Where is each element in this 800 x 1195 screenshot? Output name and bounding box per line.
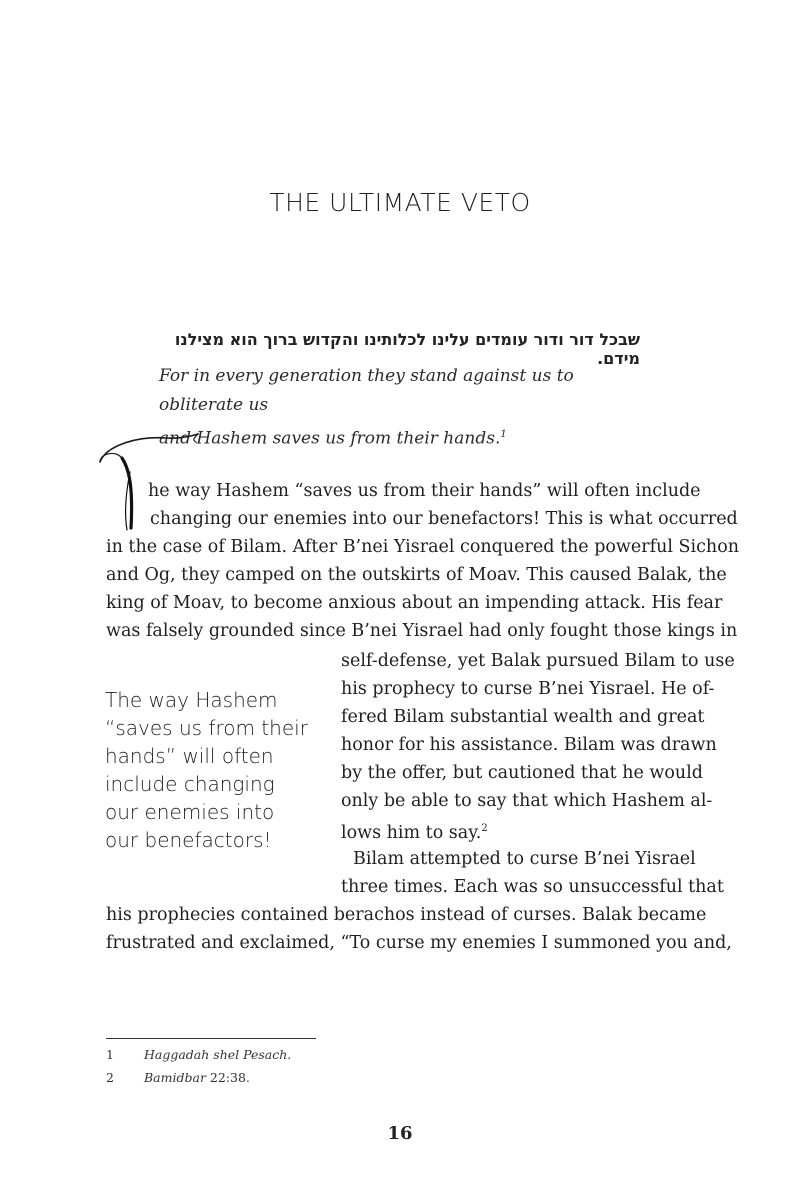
footnote-ref-1: 1 bbox=[500, 429, 507, 440]
footnote-2 bbox=[106, 1070, 250, 1085]
body-line: honor for his assistance. Bilam was drawn bbox=[341, 735, 717, 755]
body-line: three times. Each was so unsuccessful that bbox=[341, 877, 724, 897]
pull-quote-line: The way Hashem bbox=[105, 688, 278, 712]
footnote-ref-2: 2 bbox=[481, 823, 488, 834]
translation bbox=[159, 362, 659, 454]
body-line: by the offer, but cautioned that he would bbox=[341, 763, 704, 783]
footnote-rest: . bbox=[287, 1047, 292, 1062]
pull-quote bbox=[105, 686, 320, 854]
hebrew-quote: שבכל דור ודור עומדים עלינו לכלותינו והקדוש ברוך הוא מצילנו מידם. bbox=[174, 330, 640, 368]
footnote-rest: 22:38. bbox=[205, 1070, 250, 1085]
pull-quote-line: our enemies into bbox=[105, 800, 275, 824]
footnote-number: 1 bbox=[106, 1047, 114, 1062]
footnote-source: Haggadah shel Pesach bbox=[144, 1047, 288, 1062]
pull-quote-line: “saves us from their bbox=[105, 716, 308, 740]
body-line: and Og, they camped on the outskirts of Moav. This caused Balak, the bbox=[106, 565, 727, 585]
body-line: in the case of Bilam. After B’nei Yisrael conquered the powerful Sichon bbox=[106, 537, 739, 557]
footnote-number: 2 bbox=[106, 1070, 114, 1085]
body-line: he way Hashem “saves us from their hands” will often include bbox=[148, 481, 701, 501]
translation-line-2-text: and Hashem saves us from their hands. bbox=[159, 428, 501, 449]
body-line-text: lows him to say. bbox=[341, 822, 482, 843]
footnote-1 bbox=[106, 1047, 291, 1062]
body-line: his prophecy to curse B’nei Yisrael. He of- bbox=[341, 679, 715, 699]
page-title: THE ULTIMATE VETO bbox=[269, 188, 531, 217]
body-line: fered Bilam substantial wealth and great bbox=[341, 707, 705, 727]
pull-quote-line: hands” will often bbox=[105, 744, 274, 768]
body-line: self-defense, yet Balak pursued Bilam to use bbox=[341, 651, 735, 671]
body-line: his prophecies contained berachos instead of curses. Balak became bbox=[106, 905, 707, 925]
pull-quote-line: our benefactors! bbox=[105, 828, 272, 852]
body-line: frustrated and exclaimed, “To curse my enemies I summoned you and, bbox=[106, 933, 732, 953]
body-line: only be able to say that which Hashem al- bbox=[341, 791, 713, 811]
footnote-source: Bamidbar bbox=[144, 1070, 206, 1085]
body-line bbox=[341, 815, 488, 847]
body-line: king of Moav, to become anxious about an impending attack. His fear bbox=[106, 593, 723, 613]
footnote-divider bbox=[106, 1038, 316, 1039]
body-line: Bilam attempted to curse B’nei Yisrael bbox=[353, 849, 696, 869]
translation-line-1: For in every generation they stand against us to obliterate us bbox=[159, 366, 574, 415]
body-line: changing our enemies into our benefactors! This is what occurred bbox=[150, 509, 738, 529]
pull-quote-line: include changing bbox=[105, 772, 275, 796]
page-number: 16 bbox=[387, 1123, 413, 1144]
translation-line-2 bbox=[159, 420, 659, 454]
body-line: was falsely grounded since B’nei Yisrael had only fought those kings in bbox=[106, 621, 738, 641]
